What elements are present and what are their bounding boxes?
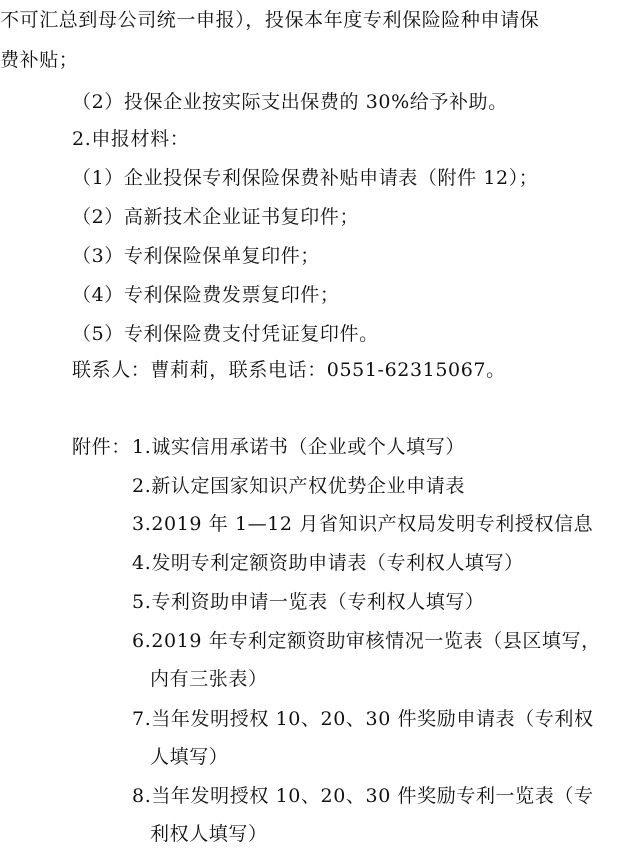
attachment-item: 8.当年发明授权 10、20、30 件奖励专利一览表（专 (132, 785, 594, 807)
section-2-heading: 2.申报材料： (72, 128, 190, 150)
attachment-item-continuation: 利权人填写） (150, 823, 268, 845)
attachment-item: 4.发明专利定额资助申请表（专利权人填写） (132, 552, 524, 574)
material-item: （1）企业投保专利保险保费补贴申请表（附件 12）； (72, 167, 539, 189)
material-item: （4）专利保险费发票复印件； (72, 284, 340, 306)
attachment-item: 5.专利资助申请一览表（专利权人填写） (132, 591, 485, 613)
attachment-item-continuation: 内有三张表） (150, 668, 268, 690)
material-item: （2）高新技术企业证书复印件； (72, 206, 360, 228)
attachment-item: 7.当年发明授权 10、20、30 件奖励申请表（专利权 (132, 708, 594, 730)
attachments-label: 附件： (72, 436, 131, 458)
attachment-item: 1.诚实信用承诺书（企业或个人填写） (132, 436, 465, 458)
attachment-item: 2.新认定国家知识产权优势企业申请表 (132, 475, 465, 497)
attachment-item: 3.2019 年 1—12 月省知识产权局发明专利授权信息 (132, 513, 594, 535)
item-2-text: （2）投保企业按实际支出保费的 30%给予补助。 (72, 91, 508, 113)
contact-line: 联系人：曹莉莉，联系电话：0551-62315067。 (72, 359, 506, 381)
material-item: （3）专利保险保单复印件； (72, 245, 320, 267)
paragraph-1-line-2: 费补贴； (0, 49, 79, 71)
attachment-item-continuation: 人填写） (150, 746, 229, 768)
attachment-item: 6.2019 年专利定额资助审核情况一览表（县区填写， (132, 630, 601, 652)
material-item: （5）专利保险费支付凭证复印件。 (72, 323, 379, 345)
paragraph-1-line-1: 不可汇总到母公司统一申报），投保本年度专利保险险种申请保 (0, 9, 540, 31)
